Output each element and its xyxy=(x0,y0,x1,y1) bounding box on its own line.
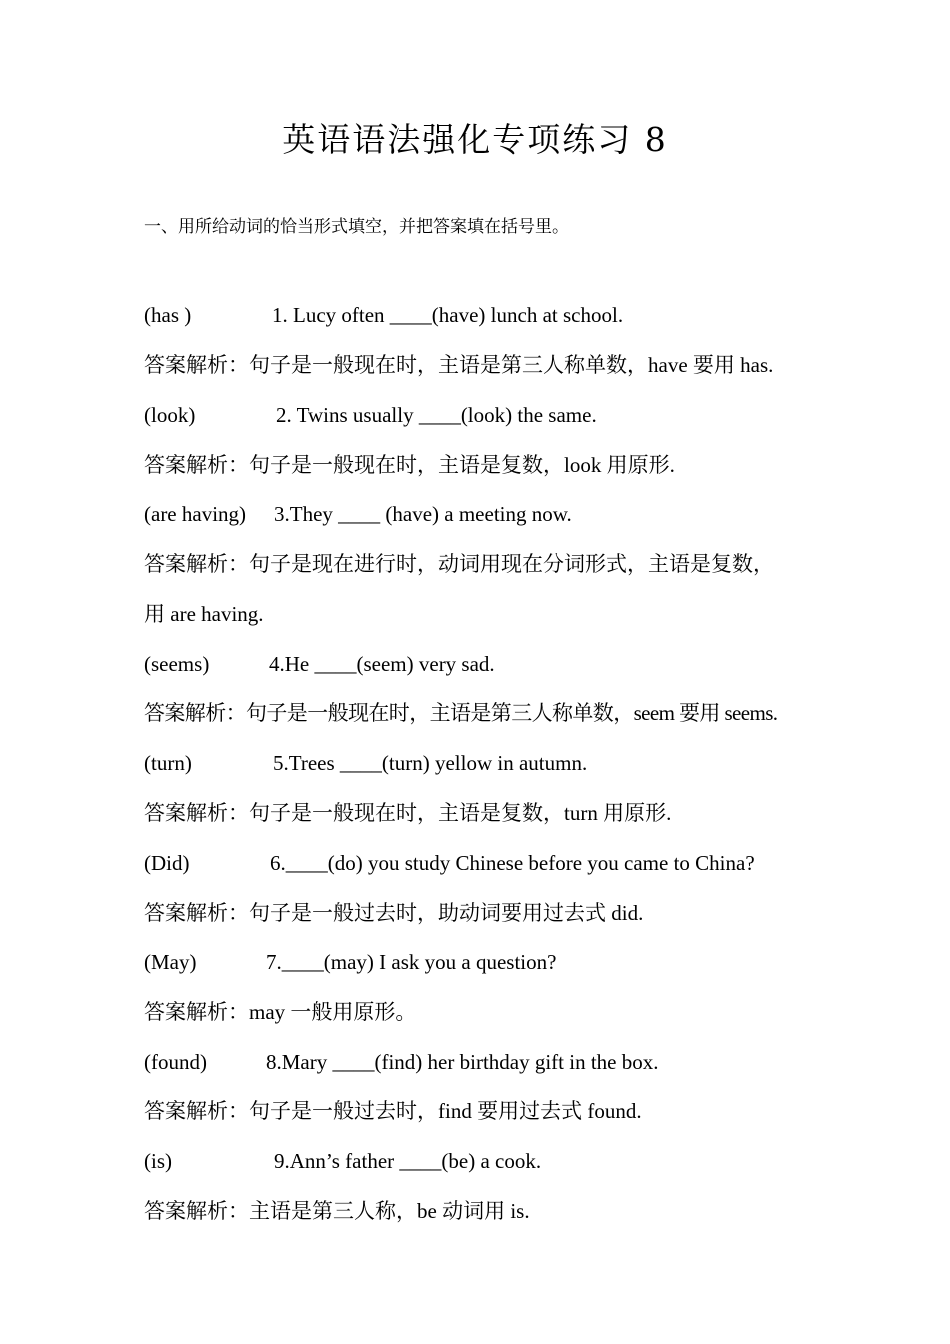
explanation-4: 答案解析：句子是一般现在时，主语是第三人称单数，seem 要用 seems. xyxy=(144,701,778,725)
answer-8: (found) xyxy=(144,1050,207,1074)
exercise-line-8 xyxy=(144,1047,659,1077)
question-1: 1. Lucy often ____(have) lunch at school. xyxy=(272,303,624,327)
question-3: 3.They ____ (have) a meeting now. xyxy=(274,502,572,526)
exercise-line-4 xyxy=(144,649,495,679)
explanation-7: 答案解析：may 一般用原形。 xyxy=(144,1000,417,1024)
question-5: 5.Trees ____(turn) yellow in autumn. xyxy=(273,751,588,775)
document-title: 英语语法强化专项练习 8 xyxy=(282,120,668,159)
explanation-6: 答案解析：句子是一般过去时，助动词要用过去式 did. xyxy=(144,901,644,925)
answer-1: (has ) xyxy=(144,303,192,327)
answer-6: (Did) xyxy=(144,851,190,875)
exercise-line-6 xyxy=(144,848,755,878)
explanation-1: 答案解析：句子是一般现在时，主语是第三人称单数，have 要用 has. xyxy=(144,353,774,377)
answer-3: (are having) xyxy=(144,502,247,526)
answer-5: (turn) xyxy=(144,751,192,775)
exercise-line-7 xyxy=(144,947,557,977)
explanation-8: 答案解析：句子是一般过去时，find 要用过去式 found. xyxy=(144,1099,642,1123)
question-4: 4.He ____(seem) very sad. xyxy=(269,652,495,676)
question-7: 7.____(may) I ask you a question? xyxy=(266,950,557,974)
question-2: 2. Twins usually ____(look) the same. xyxy=(276,403,597,427)
explanation-3-line-1: 答案解析：句子是现在进行时，动词用现在分词形式，主语是复数， xyxy=(144,552,774,576)
explanation-3-line-2: 用 are having. xyxy=(144,602,264,626)
answer-7: (May) xyxy=(144,950,197,974)
exercise-line-5 xyxy=(144,748,588,778)
question-8: 8.Mary ____(find) her birthday gift in the box. xyxy=(266,1050,659,1074)
question-9: 9.Ann’s father ____(be) a cook. xyxy=(274,1149,542,1173)
answer-9: (is) xyxy=(144,1149,172,1173)
answer-2: (look) xyxy=(144,403,196,427)
exercise-line-9 xyxy=(144,1146,542,1176)
section-instruction: 一、用所给动词的恰当形式填空，并把答案填在括号里。 xyxy=(144,217,569,237)
explanation-2: 答案解析：句子是一般现在时，主语是复数，look 用原形. xyxy=(144,453,675,477)
explanation-9: 答案解析：主语是第三人称，be 动词用 is. xyxy=(144,1199,530,1223)
exercise-line-1 xyxy=(144,300,624,330)
answer-4: (seems) xyxy=(144,652,210,676)
question-6: 6.____(do) you study Chinese before you came to China? xyxy=(270,851,755,875)
explanation-5: 答案解析：句子是一般现在时，主语是复数，turn 用原形. xyxy=(144,801,672,825)
exercise-line-3 xyxy=(144,499,572,529)
exercise-line-2 xyxy=(144,400,597,430)
